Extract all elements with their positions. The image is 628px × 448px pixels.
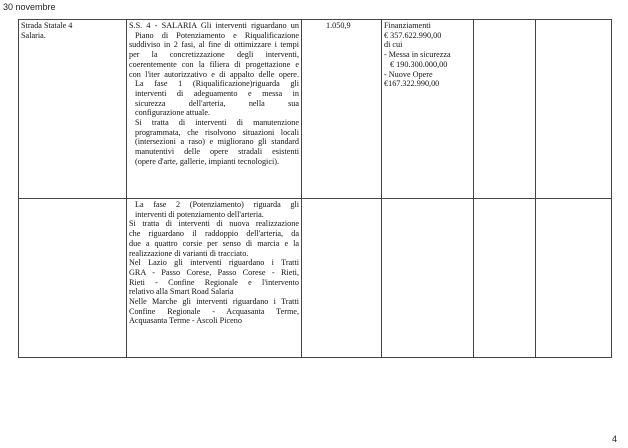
description-line: configurazione attuale. [135, 108, 211, 118]
description-line: sicurezza dell'arteria, nella sua [135, 98, 299, 108]
description-line: La fase 2 (Potenziamento) riguarda gli [135, 200, 299, 209]
description-line: Nelle Marche gli interventi riguardano i Tratti [129, 297, 299, 307]
description-line: Confine Regionale - Acquasanta Terme, [129, 306, 299, 316]
description-line: GRA - Passo Corese, Passo Corese - Rieti, [129, 267, 299, 277]
description-line: Si tratta di interventi di manutenzione [135, 118, 299, 128]
description-line: Acquasanta Terme - Ascoli Piceno [129, 316, 242, 326]
empty-cell [536, 20, 612, 199]
description-line: S.S. 4 - SALARIA Gli interventi riguardano un [129, 21, 299, 30]
description-line: suddiviso in 2 fasi, al fine di ottimizzare i tempi [129, 40, 299, 50]
financing-cell [382, 20, 474, 199]
description-line: con l'iter autorizzativo e di appalto delle opere. [129, 69, 299, 79]
description-cell [127, 199, 302, 358]
financing-line: € 357.622.990,00 [384, 30, 442, 40]
description-line: due a quattro corsie per senso di marcia e la [129, 238, 299, 248]
description-line: interventi di potenziamento dell'arteria. [135, 209, 264, 219]
description-line: (opere d'arte, gallerie, impianti tecnologici). [135, 156, 280, 166]
road-name-cell [19, 20, 127, 199]
financing-line: - Messa in sicurezza [384, 50, 451, 60]
description-line: che riguardano il raddoppio dell'arteria, da [129, 229, 299, 239]
km-cell [302, 20, 382, 199]
description-cell [127, 20, 302, 199]
page-number: 4 [611, 434, 617, 444]
description-line: Rieti - Confine Regionale e l'intervento [129, 277, 299, 287]
road-name-cell [19, 199, 127, 358]
financing-line: Finanziamenti [384, 21, 431, 30]
description-line: Piano di Potenziamento e Riqualificazione [135, 30, 299, 40]
description-line: Nel Lazio gli interventi riguardano i Tratti [129, 258, 299, 268]
empty-cell [474, 199, 536, 358]
financing-line: €167.322.990,00 [384, 79, 440, 89]
road-name-line: Strada Statale 4 [21, 21, 73, 30]
description-line: La fase 1 (Riqualificazione)riguarda gli [135, 79, 299, 89]
road-name-line: Salaria. [21, 30, 46, 40]
description-line: interventi di adeguamento e messa in [135, 88, 299, 98]
km-value: 1.050,9 [326, 21, 351, 30]
description-line: programmata, che risolvono situazioni locali [135, 127, 299, 137]
km-cell [302, 199, 382, 358]
description-line: relativo alla Smart Road Salaria [129, 287, 234, 297]
description-line: per la concretizzazione degli interventi, [129, 50, 299, 60]
page-date: 30 novembre [3, 2, 56, 12]
table-row [19, 20, 612, 199]
description-line: coerentemente con la filiera di progettazione e [129, 59, 299, 69]
infrastructure-table [18, 19, 612, 358]
financing-cell [382, 199, 474, 358]
financing-line: - Nuove Opere [384, 69, 433, 79]
financing-line: € 190.300.000,00 [390, 59, 448, 69]
financing-line: di cui [384, 40, 403, 50]
empty-cell [474, 20, 536, 199]
description-line: (intersezioni a raso) e migliorano gli standard [135, 137, 299, 147]
description-line: realizzazione di varianti di tracciato. [129, 248, 249, 258]
table-row [19, 199, 612, 358]
description-line: manutentivi delle opere stradali esistenti [135, 147, 299, 157]
description-line: Si tratta di interventi di nuova realizzazione [129, 219, 299, 229]
empty-cell [536, 199, 612, 358]
